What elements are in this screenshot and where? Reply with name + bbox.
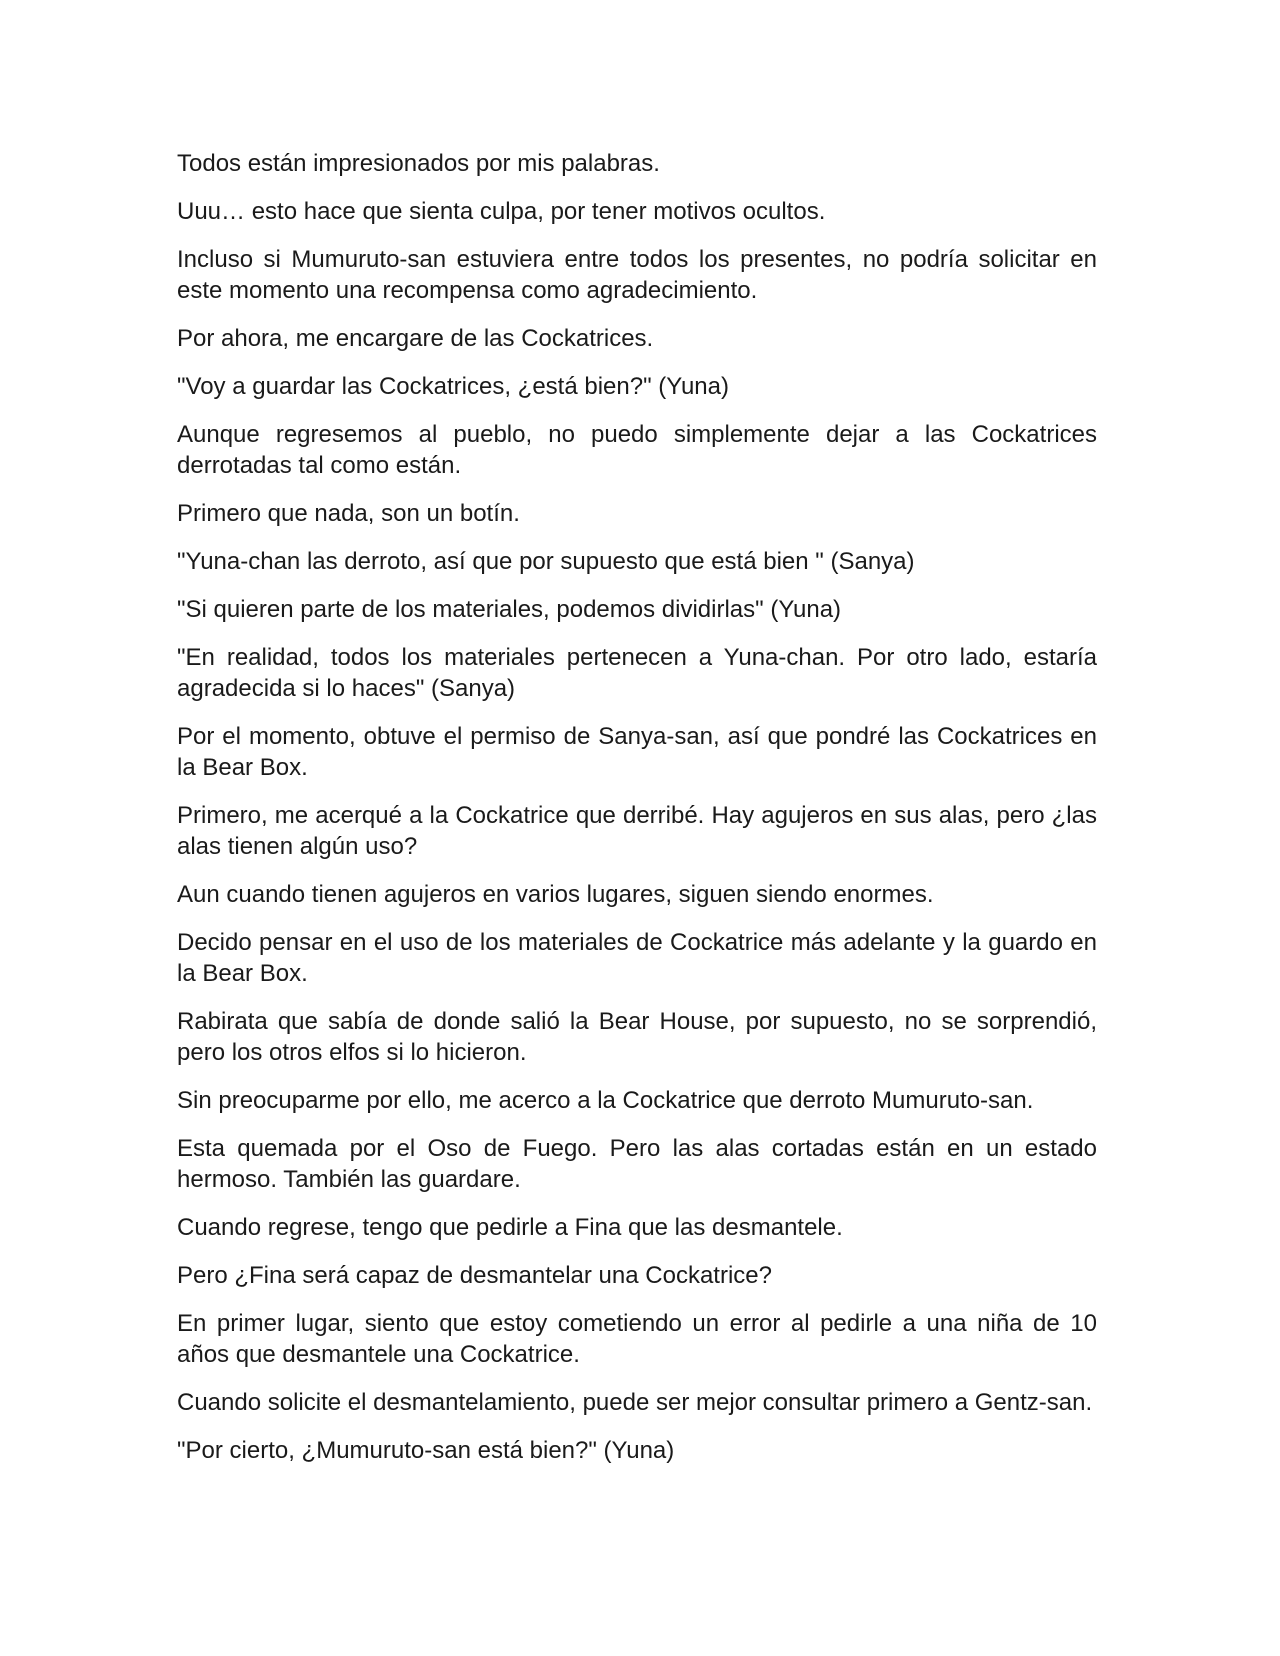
paragraph: Por ahora, me encargare de las Cockatrices. <box>177 325 654 352</box>
paragraph: "Yuna-chan las derroto, así que por supuesto que está bien " (Sanya) <box>177 548 915 575</box>
paragraph: Todos están impresionados por mis palabras. <box>177 150 660 177</box>
paragraph: Sin preocuparme por ello, me acerco a la Cockatrice que derroto Mumuruto-san. <box>177 1087 1034 1114</box>
paragraph: Decido pensar en el uso de los materiales de Cockatrice más adelante y la guardo en la Bear Box. <box>177 929 1097 987</box>
paragraph: Esta quemada por el Oso de Fuego. Pero las alas cortadas están en un estado hermoso. También las guardare. <box>177 1135 1097 1193</box>
paragraph: Por el momento, obtuve el permiso de Sanya-san, así que pondré las Cockatrices en la Bear Box. <box>177 723 1097 781</box>
paragraph: Rabirata que sabía de donde salió la Bear House, por supuesto, no se sorprendió, pero los otros elfos si lo hicieron. <box>177 1008 1097 1066</box>
paragraph: Cuando solicite el desmantelamiento, puede ser mejor consultar primero a Gentz-san. <box>177 1389 1093 1416</box>
paragraph: "Si quieren parte de los materiales, podemos dividirlas" (Yuna) <box>177 596 842 623</box>
paragraph: Aun cuando tienen agujeros en varios lugares, siguen siendo enormes. <box>177 881 934 908</box>
document-page <box>177 148 1097 1483</box>
paragraph: En primer lugar, siento que estoy cometiendo un error al pedirle a una niña de 10 años que desmantele una Cockatrice. <box>177 1310 1097 1368</box>
paragraph: "En realidad, todos los materiales pertenecen a Yuna-chan. Por otro lado, estaría agradecida si lo haces" (Sanya) <box>177 644 1097 702</box>
paragraph: Aunque regresemos al pueblo, no puedo simplemente dejar a las Cockatrices derrotadas tal como están. <box>177 421 1097 479</box>
paragraph: Incluso si Mumuruto-san estuviera entre todos los presentes, no podría solicitar en este momento una recompensa como agradecimiento. <box>177 246 1097 304</box>
paragraph: Primero, me acerqué a la Cockatrice que derribé. Hay agujeros en sus alas, pero ¿las alas tienen algún uso? <box>177 802 1097 860</box>
paragraph: Cuando regrese, tengo que pedirle a Fina que las desmantele. <box>177 1214 843 1241</box>
paragraph: Uuu… esto hace que sienta culpa, por tener motivos ocultos. <box>177 198 826 225</box>
paragraph: "Por cierto, ¿Mumuruto-san está bien?" (Yuna) <box>177 1437 675 1464</box>
paragraph: Pero ¿Fina será capaz de desmantelar una Cockatrice? <box>177 1262 772 1289</box>
paragraph: "Voy a guardar las Cockatrices, ¿está bien?" (Yuna) <box>177 373 729 400</box>
paragraph: Primero que nada, son un botín. <box>177 500 520 527</box>
